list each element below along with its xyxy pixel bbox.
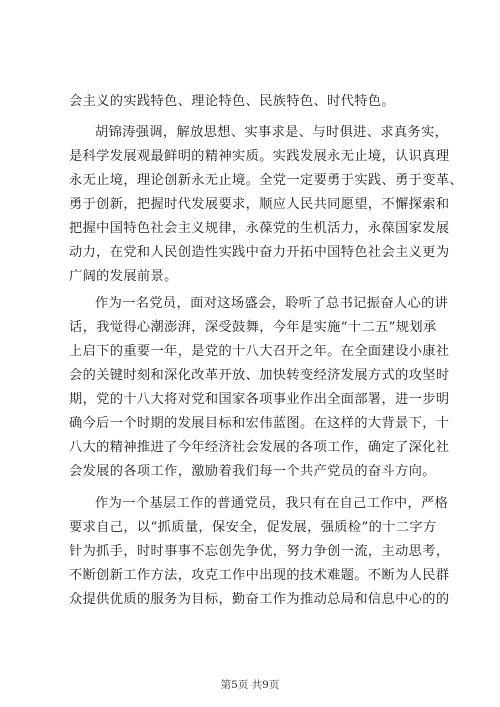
text-line: 话，我觉得心潮澎湃，深受鼓舞，今年是实施“十二五”规划承	[69, 320, 437, 335]
text-line: 八大的精神推进了今年经济社会发展的各项工作，确定了深化社	[69, 440, 450, 455]
text-line: 是科学发展观最鲜明的精神实质。实践发展永无止境，认识真理	[69, 149, 450, 164]
text-line: 会主义的实践特色、理论特色、民族特色、时代特色。	[69, 94, 396, 109]
paragraph-first-line: 作为一个基层工作的普通党员，我只有在自己工作中，严格	[95, 496, 449, 511]
text-line: 广阔的发展前景。	[69, 269, 178, 284]
text-line: 把握中国特色社会主义规律，永葆党的生机活力，永葆国家发展	[69, 221, 450, 236]
text-line: 不断创新工作方法，攻克工作中出现的技术难题。不断为人民群	[69, 568, 450, 583]
text-line: 众提供优质的服务为目标，勤奋工作为推动总局和信息中心的的	[69, 592, 450, 607]
text-line: 会发展的各项工作，激励着我们每一个共产党员的奋斗方向。	[69, 464, 436, 479]
text-line: 确今后一个时期的发展目标和宏伟蓝图。在这样的大背景下，十	[69, 416, 450, 431]
page-number-footer: 第5页 共9页	[220, 679, 280, 691]
text-line: 上启下的重要一年，是党的十八大召开之年。在全面建设小康社	[69, 344, 450, 359]
text-line: 会的关键时刻和深化改革开放、加快转变经济发展方式的攻坚时	[69, 368, 450, 383]
text-line: 永无止境，理论创新永无止境。全党一定要勇于实践、勇于变革、	[69, 173, 464, 188]
text-line: 期，党的十八大将对党和国家各项事业作出全面部署，进一步明	[69, 392, 450, 407]
text-line: 针为抓手，时时事事不忘创先争优，努力争创一流，主动思考，	[69, 544, 450, 559]
paragraph-first-line: 作为一名党员，面对这场盛会，聆听了总书记振奋人心的讲	[95, 296, 449, 311]
text-line: 勇于创新，把握时代发展要求，顺应人民共同愿望，不懈探索和	[69, 197, 450, 212]
text-line: 动力，在党和人民创造性实践中奋力开拓中国特色社会主义更为	[69, 245, 450, 260]
paragraph-first-line: 胡锦涛强调，解放思想、实事求是、与时俱进、求真务实，	[95, 125, 449, 140]
text-line: 要求自己，以“抓质量，保安全，促发展，强质检”的十二字方	[69, 520, 437, 535]
